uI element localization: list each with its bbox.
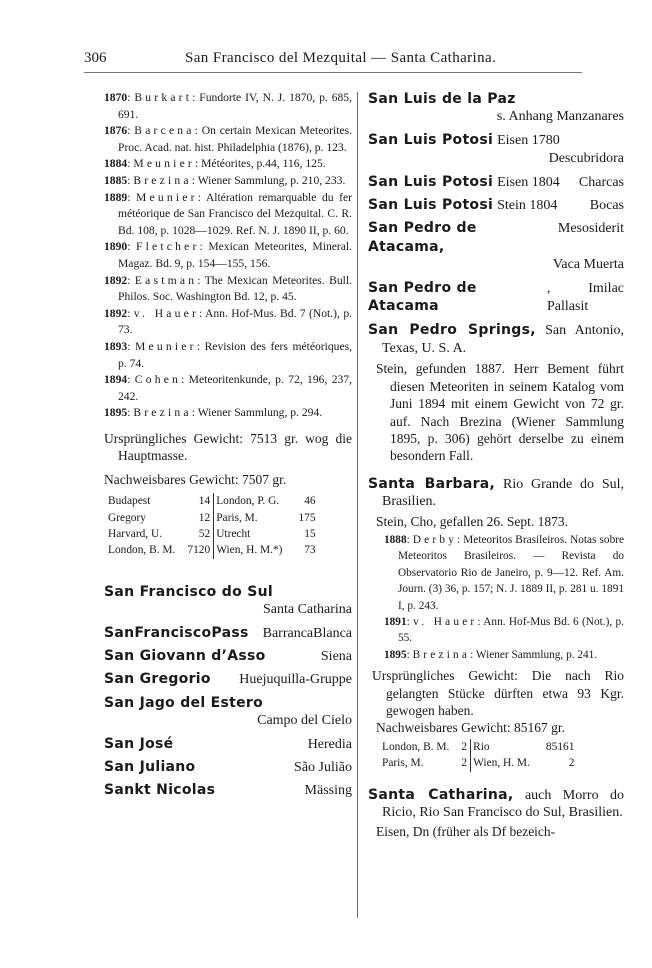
entry-reference: Vaca Muerta xyxy=(552,257,624,273)
page-number: 306 xyxy=(84,50,107,66)
original-weight: Ursprüngliches Gewicht: 7513 gr. wog die Hauptmasse. xyxy=(104,430,352,464)
verifiable-weight: Nachweisbares Gewicht: 7507 gr. xyxy=(104,471,287,487)
reference-text: Fundorte IV, N. J. 1870, p. 685, 691. xyxy=(118,91,352,121)
collection-row xyxy=(106,493,318,509)
reference-text: The Mexican Meteorites. Bull. Philos. Soc. Washington Bd. 12, p. 45. xyxy=(118,273,352,304)
reference-text: Mexican Meteorites, Mineral. Magaz. Bd. 9, p. 154—155, 156. xyxy=(118,240,353,270)
reference-year: 1884 xyxy=(104,157,128,171)
reference-year: 1891 xyxy=(384,615,407,628)
right-column xyxy=(368,90,624,841)
reference-text: Meteoritos Brasileiros. Notas sobre Meteoritos Brasileiros. — Revista do Observatorio Rio de Janeiro, p. 9—12. Ref. Am. Journ. (3) 36, p. 157; N. J. 1889 II, p. 281 u. 1891 I, p. 243. xyxy=(398,533,625,612)
collection-weight: 46 xyxy=(304,495,316,508)
entry-list xyxy=(368,90,624,316)
reference-text: Ann. Hof-Mus Bd. 6 (Not.), p. 55. xyxy=(398,615,624,645)
fall-info: Stein, Cho, gefallen 26. Sept. 1873. xyxy=(376,513,568,529)
reference-list xyxy=(104,90,352,422)
collection-name: Paris, M. xyxy=(382,757,424,770)
reference-item: 1876: Barcena: On certain Mexican Meteorites. Proc. Acad. nat. hist. Philadelphia (1876), p. 123. xyxy=(104,124,353,154)
index-entry xyxy=(368,131,624,169)
entry-reference: Santa Catharina xyxy=(262,602,352,618)
reference-year: 1892 xyxy=(104,273,128,287)
reference-text: On certain Mexican Meteorites. Proc. Acad. nat. hist. Philadelphia (1876), p. 123. xyxy=(118,124,353,154)
entry-detail: Mesosiderit xyxy=(557,221,624,237)
entry-name: San Pedro de Atacama xyxy=(368,279,477,315)
collection-table xyxy=(380,739,576,772)
reference-author: Meunier xyxy=(133,157,195,171)
reference-item: 1870: Burkart: Fundorte IV, N. J. 1870, p. 685, 691. xyxy=(104,91,352,121)
index-entry xyxy=(368,196,624,215)
entry-location: Rio Grande do Sul, Brasilien. xyxy=(382,476,625,510)
collection-name: Paris, M. xyxy=(216,511,258,524)
entry-reference: Campo del Cielo xyxy=(257,713,352,729)
reference-year: 1888 xyxy=(384,533,407,546)
index-entry xyxy=(368,173,624,192)
reference-item: 1890: Fletcher: Mexican Meteorites, Mineral. Magaz. Bd. 9, p. 154—155, 156. xyxy=(104,240,353,270)
entry-description: Eisen, Dn (früher als Df bezeich- xyxy=(376,824,556,840)
reference-item: 1893: Meunier: Revision des fers météoriques, p. 74. xyxy=(104,339,353,370)
reference-author: Brezina xyxy=(412,648,471,661)
collection-weight: 7120 xyxy=(177,542,213,558)
reference-year: 1889 xyxy=(104,190,128,204)
entry-detail: Stein 1804 xyxy=(497,198,558,214)
reference-author: v. Hauer xyxy=(133,306,200,320)
entry-reference: Charcas xyxy=(578,174,624,190)
entry-reference: Siena xyxy=(320,648,352,664)
collection-weight: 15 xyxy=(304,527,316,540)
collection-row xyxy=(106,510,318,526)
index-entry xyxy=(368,279,624,317)
collection-name: London, P. G. xyxy=(216,495,280,508)
collection-weight: 2 xyxy=(451,755,470,771)
reference-year: 1890 xyxy=(104,240,128,254)
reference-item: 1885: Brezina: Wiener Sammlung, p. 210, 233. xyxy=(104,173,346,187)
entry-name: Sankt Nicolas xyxy=(104,782,216,799)
entry-name: San Luis de la Paz xyxy=(368,91,516,107)
reference-item: 1892: Eastman: The Mexican Meteorites. Bull. Philos. Soc. Washington Bd. 12, p. 45. xyxy=(104,273,352,304)
reference-text: Altération remarquable du fer météorique de San Francisco del Mezquital. C. R. Bd. 108, p. 1028—1029. Ref. N. J. 1890 II, p. 60. xyxy=(118,190,352,237)
reference-text: Wiener Sammlung, p. 294. xyxy=(197,406,323,420)
entry-name: Santa Catharina, xyxy=(368,786,514,803)
collection-name: Utrecht xyxy=(216,527,251,540)
left-column xyxy=(104,90,352,805)
reference-author: Derby xyxy=(412,533,458,546)
collection-name: Budapest xyxy=(108,495,151,508)
entry-name: San Luis Potosi xyxy=(368,173,494,190)
collection-name: London, B. M. xyxy=(382,740,450,753)
reference-year: 1893 xyxy=(104,339,128,353)
index-entry xyxy=(104,694,352,731)
collection-row xyxy=(380,755,576,771)
page-header xyxy=(84,46,582,73)
entry-name: San Juliano xyxy=(104,758,196,775)
reference-year: 1870 xyxy=(104,91,128,104)
reference-author: Barcena xyxy=(134,124,195,138)
index-entry xyxy=(104,781,352,800)
entry-detail: Eisen 1780 xyxy=(497,132,560,148)
entry-name: San Giovann d’Asso xyxy=(104,647,266,664)
verifiable-weight: Nachweisbares Gewicht: 85167 gr. xyxy=(376,720,565,736)
reference-text: Wiener Sammlung, p. 241. xyxy=(475,648,598,661)
reference-item: 1895: Brezina: Wiener Sammlung, p. 241. xyxy=(384,648,598,661)
collection-name: Harvard, U. xyxy=(108,527,163,540)
reference-author: Brezina xyxy=(133,173,192,187)
collection-name: Wien, H. M.*) xyxy=(216,544,283,557)
index-entry xyxy=(104,624,352,643)
collection-weight: 175 xyxy=(298,511,316,524)
entry-reference: Bocas xyxy=(589,198,624,214)
reference-text: Ann. Hof-Mus. Bd. 7 (Not.), p. 73. xyxy=(118,306,353,337)
entry-name: San José xyxy=(104,735,174,752)
collection-weight: 52 xyxy=(177,526,213,542)
entry-reference: Mässing xyxy=(304,783,352,799)
reference-year: 1894 xyxy=(104,373,128,387)
entry-reference: Descubridora xyxy=(548,151,624,167)
reference-text: Meteoritenkunde, p. 72, 196, 237, 242. xyxy=(118,373,352,403)
reference-author: Fletcher xyxy=(135,240,200,254)
reference-year: 1895 xyxy=(384,648,407,661)
collection-weight: 73 xyxy=(304,544,316,557)
collection-name: Rio xyxy=(473,740,490,753)
entry-location: San Antonio, Texas, U. S. A. xyxy=(382,323,624,356)
index-entry xyxy=(104,758,352,777)
reference-item: 1889: Meunier: Altération remarquable du fer météorique de San Francisco del Mezquital. C. R. Bd. 108, p. 1028—1029. Ref. N. J. 1890 II, p. 60. xyxy=(104,190,352,237)
reference-text: Météorites, p.44, 116, 125. xyxy=(201,157,326,171)
index-entry xyxy=(104,647,352,666)
reference-item: 1895: Brezina: Wiener Sammlung, p. 294. xyxy=(104,406,323,420)
entry-name: San Pedro de Atacama, xyxy=(368,220,477,255)
collection-row xyxy=(380,739,576,755)
entry-list xyxy=(104,583,352,801)
index-entry xyxy=(104,670,352,689)
reference-year: 1892 xyxy=(104,306,128,320)
reference-author: Burkart xyxy=(134,91,193,104)
reference-author: Cohen xyxy=(134,373,182,387)
entry-santa-catharina xyxy=(368,786,624,841)
index-entry xyxy=(104,583,352,620)
collection-weight: 85161 xyxy=(545,740,575,753)
reference-item: 1892: v. Hauer: Ann. Hof-Mus. Bd. 7 (Not.), p. 73. xyxy=(104,306,353,337)
reference-item: 1884: Meunier: Météorites, p.44, 116, 125. xyxy=(104,157,326,171)
reference-item: 1888: Derby: Meteoritos Brasileiros. Notas sobre Meteoritos Brasileiros. — Revista do Observatorio Rio de Janeiro, p. 9—12. Ref. Am. Journ. (3) 36, p. 157; N. J. 1889 II, p. 281 u. 1891 I, p. 243. xyxy=(384,533,625,612)
entry-reference: BarrancaBlanca xyxy=(262,625,352,641)
column-divider xyxy=(357,92,358,918)
entry-location: auch Morro do Ricio, Rio San Francisco do Sul, Brasilien. xyxy=(382,787,625,821)
index-entry xyxy=(104,735,352,754)
reference-author: Meunier xyxy=(136,190,198,204)
entry-name: San Luis Potosi xyxy=(368,197,494,214)
collection-name: London, B. M. xyxy=(108,544,176,557)
reference-item: 1894: Cohen: Meteoritenkunde, p. 72, 196, 237, 242. xyxy=(104,373,352,403)
entry-reference: São Julião xyxy=(294,759,352,775)
collection-weight: 12 xyxy=(177,510,213,526)
entry-name: Santa Barbara, xyxy=(368,475,496,492)
collection-name: Gregory xyxy=(108,511,146,524)
entry-santa-barbara xyxy=(368,475,624,772)
reference-author: Brezina xyxy=(133,406,192,420)
entry-name: SanFranciscoPass xyxy=(104,624,249,641)
reference-year: 1876 xyxy=(104,124,128,138)
entry-reference: Heredia xyxy=(307,736,352,752)
index-entry xyxy=(368,90,624,127)
reference-year: 1885 xyxy=(104,173,128,187)
reference-author: v. Hauer xyxy=(413,615,478,628)
collection-row xyxy=(106,526,318,542)
collection-weight: 2 xyxy=(568,757,575,770)
original-weight: Ursprüngliches Gewicht: Die nach Rio gelangten Stücke dürften etwa 93 Kgr. gewogen haben. xyxy=(372,668,624,718)
entry-name: San Pedro Springs, xyxy=(368,322,536,339)
entry-name: San Gregorio xyxy=(104,671,211,688)
reference-item: 1891: v. Hauer: Ann. Hof-Mus Bd. 6 (Not.), p. 55. xyxy=(384,615,624,645)
collection-weight: 14 xyxy=(177,493,213,509)
entry-detail: Eisen 1804 xyxy=(497,174,560,190)
reference-text: Revision des fers météoriques, p. 74. xyxy=(118,339,353,370)
reference-text: Wiener Sammlung, p. 210, 233. xyxy=(197,173,346,187)
reference-author: Meunier xyxy=(135,339,197,353)
entry-name: San Francisco do Sul xyxy=(104,583,273,600)
index-entry xyxy=(368,219,624,274)
running-head: San Francisco del Mezquital — Santa Catharina. xyxy=(185,50,497,66)
entry-san-pedro-springs xyxy=(368,321,624,464)
collection-row xyxy=(106,542,318,558)
entry-name: San Luis Potosi xyxy=(368,131,494,148)
entry-detail: , Pallasit xyxy=(547,280,589,315)
collection-weight: 2 xyxy=(451,739,470,755)
reference-list xyxy=(368,532,624,663)
reference-year: 1895 xyxy=(104,406,128,420)
entry-reference: s. Anhang Manzanares xyxy=(496,109,624,125)
entry-name: San Jago del Estero xyxy=(104,694,264,711)
entry-reference: Huejuquilla-Gruppe xyxy=(239,672,352,688)
entry-description: Stein, gefunden 1887. Herr Bement führt diesen Meteoriten in seinem Katalog vom Juni 1894 mit einem Gewicht von 72 gr. auf. Nach Brezina (Wiener Sammlung 1895, p. 306) gehört derselbe zu einem besondern Fall. xyxy=(376,361,624,464)
collection-table xyxy=(106,493,318,559)
collection-name: Wien, H. M. xyxy=(473,757,530,770)
reference-author: Eastman xyxy=(134,273,198,287)
entry-reference: Imilac xyxy=(588,280,624,296)
